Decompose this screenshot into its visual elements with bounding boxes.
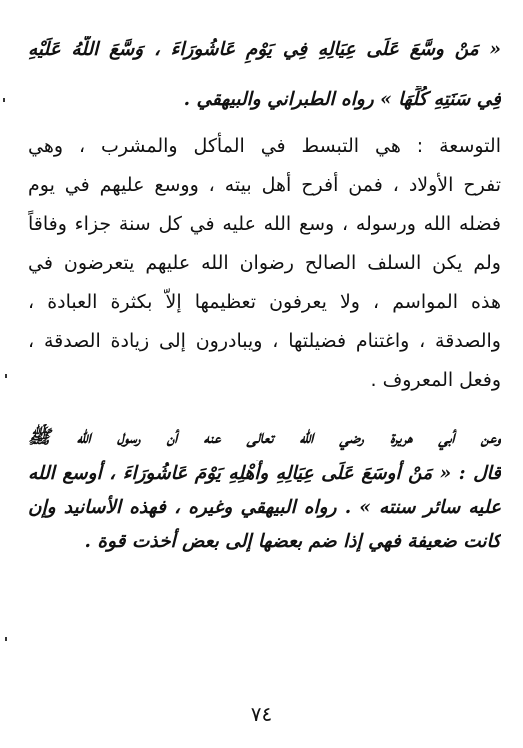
margin-mark bbox=[5, 637, 7, 641]
paragraph-line-4: ولم يكن السلف الصالح رضوان الله عليهم يتعرضون في bbox=[28, 252, 501, 274]
narration-line-4: كانت ضعيفة فهي إذا ضم بعضها إلى بعض أخذت قوة . bbox=[84, 531, 501, 552]
narration-line-2: قال : « مَنْ أوسَعَ عَلَى عِيَالِهِ وأَهْلِهِ يَوْمَ عَاشُورَاءَ ، أوسع الله bbox=[28, 463, 501, 484]
page-number: ٧٤ bbox=[250, 702, 273, 726]
paragraph-line-6: والصدقة ، واغتنام فضيلتها ، ويبادرون إلى زيادة الصدقة ، bbox=[28, 330, 501, 352]
paragraph-line-1: التوسعة : هي التبسط في المأكل والمشرب ، وهي bbox=[28, 135, 501, 157]
hadith-line-2: فِي سَنَتِهِ كُلِّهَا » رواه الطبراني والبيهقي . bbox=[183, 89, 501, 110]
paragraph-line-2: تفرح الأولاد ، فمن أفرح أهل بيته ، ووسع عليهم في يوم bbox=[28, 174, 501, 196]
margin-mark bbox=[3, 98, 5, 102]
paragraph-line-3: فضله الله ورسوله ، وسع الله عليه في كل سنة جزاء وفاقاً bbox=[28, 213, 501, 235]
narration-line-1: وعن أبي هريرة رضي الله تعالى عنه أن رسول الله ﷺ bbox=[28, 427, 501, 448]
narration-line-3: عليه سائر سنته » . رواه البيهقي وغيره ، فهذه الأسانيد وإن bbox=[28, 497, 501, 518]
paragraph-line-7: وفعل المعروف . bbox=[370, 369, 501, 391]
hadith-line-1: « مَنْ وسَّعَ عَلَى عِيَالِهِ فِي يَوْمِ عَاشُورَاءَ ، وَسَّعَ اللَّهُ عَلَيْهِ bbox=[28, 39, 501, 60]
margin-mark bbox=[5, 374, 7, 378]
paragraph-line-5: هذه المواسم ، ولا يعرفون تعظيمها إلاّ بكثرة العبادة ، bbox=[28, 291, 501, 313]
